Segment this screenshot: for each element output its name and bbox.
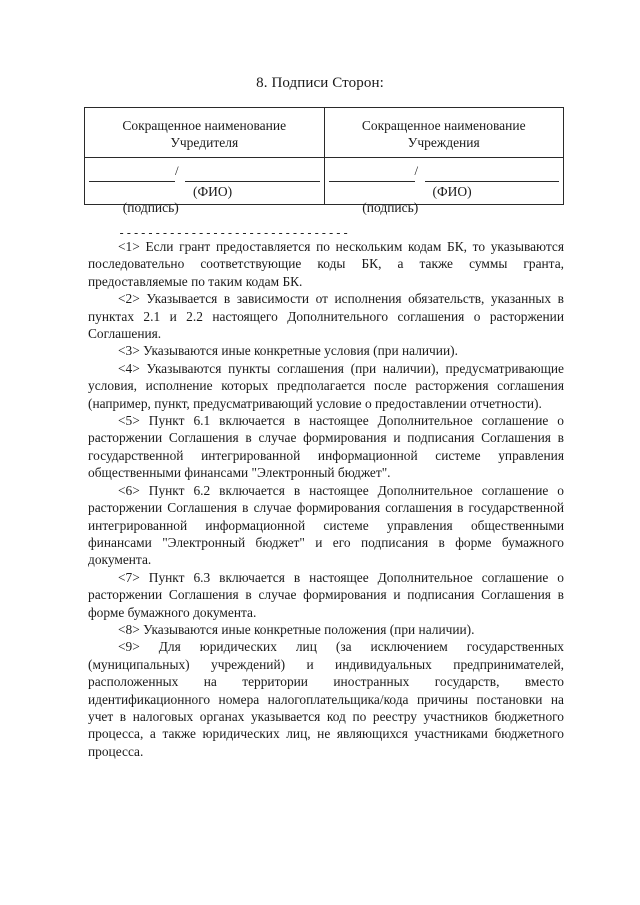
footnote-6: <6> Пункт 6.2 включается в настоящее Дополнительное соглашение о расторжении Соглашения в случае формирования соглашения в государственной интегрированной информационной системе управления общественными финансами "Электронный бюджет" и его подписания в форме бумажного документа. <box>88 482 564 568</box>
footnote-3: <3> Указываются иные конкретные условия (при наличии). <box>118 343 458 359</box>
founder-signature-cell <box>85 158 325 215</box>
signatures-table <box>84 107 564 215</box>
footnote-9: <9> Для юридических лиц (за исключением государственных (муниципальных) учреждений) и индивидуальных предпринимателей, расположенных на территории иностранных государств, вместо идентификационного номера налогоплательщика/кода причины постановки на учет в налоговых органах указывается код по реестру участников бюджетного процесса, а также юридических лиц, не являющихся участниками бюджетного процесса. <box>88 639 564 759</box>
footnote-2: <2> Указывается в зависимости от исполнения обязательств, указанных в пунктах 2.1 и 2.2 настоящего Дополнительного соглашения о расторжении Соглашения. <box>88 291 564 342</box>
institution-name-line2: Учреждения <box>407 135 480 150</box>
founder-signature-blank <box>89 166 175 182</box>
institution-signature-line <box>329 163 560 186</box>
footnote-7: <7> Пункт 6.3 включается в настоящее Дополнительное соглашение о расторжении Соглашения в случае формирования и подписания Соглашения в форме бумажного документа. <box>88 569 564 620</box>
institution-fio-blank <box>425 166 560 182</box>
party-names-row <box>85 108 564 158</box>
footnote-5: <5> Пункт 6.1 включается в настоящее Дополнительное соглашение о расторжении Соглашения в случае формирования и подписания Соглашения в государственной интегрированной информационной системе управления общественными финансами "Электронный бюджет". <box>88 413 564 481</box>
founder-signature-label: (подпись) <box>122 200 179 215</box>
institution-name-cell <box>324 108 564 158</box>
founder-name-line1: Сокращенное наименование <box>122 118 287 133</box>
founder-signature-line <box>89 163 320 186</box>
institution-signature-cell <box>324 158 564 215</box>
footnote-8: <8> Указываются иные конкретные положения (при наличии). <box>118 621 475 637</box>
founder-slash: / <box>175 163 179 178</box>
footnote-1: <1> Если грант предоставляется по нескольким кодам БК, то указываются последовательно соответствующие коды БК, а также суммы гранта, предоставляемые по таким кодам БК. <box>88 239 564 289</box>
signature-row <box>85 158 564 205</box>
institution-fio-label: (ФИО) <box>432 184 472 199</box>
founder-name-cell <box>85 108 325 158</box>
footnotes-block <box>88 238 564 760</box>
institution-signature-blank <box>329 166 415 182</box>
founder-fio-blank <box>185 166 320 182</box>
section-title: 8. Подписи Сторон: <box>256 75 384 91</box>
institution-signature-label: (подпись) <box>362 200 419 215</box>
footnote-separator: -------------------------------- <box>118 226 350 240</box>
founder-fio-label: (ФИО) <box>193 184 233 199</box>
founder-name-line2: Учредителя <box>170 135 239 150</box>
footnote-4: <4> Указываются пункты соглашения (при наличии), предусматривающие условия, исполнение которых предполагается после расторжения соглашения (например, пункт, предусматривающий условие о предоставлении отчетности). <box>88 360 564 411</box>
institution-slash: / <box>414 163 419 178</box>
institution-name-line1: Сокращенное наименование <box>361 118 526 133</box>
